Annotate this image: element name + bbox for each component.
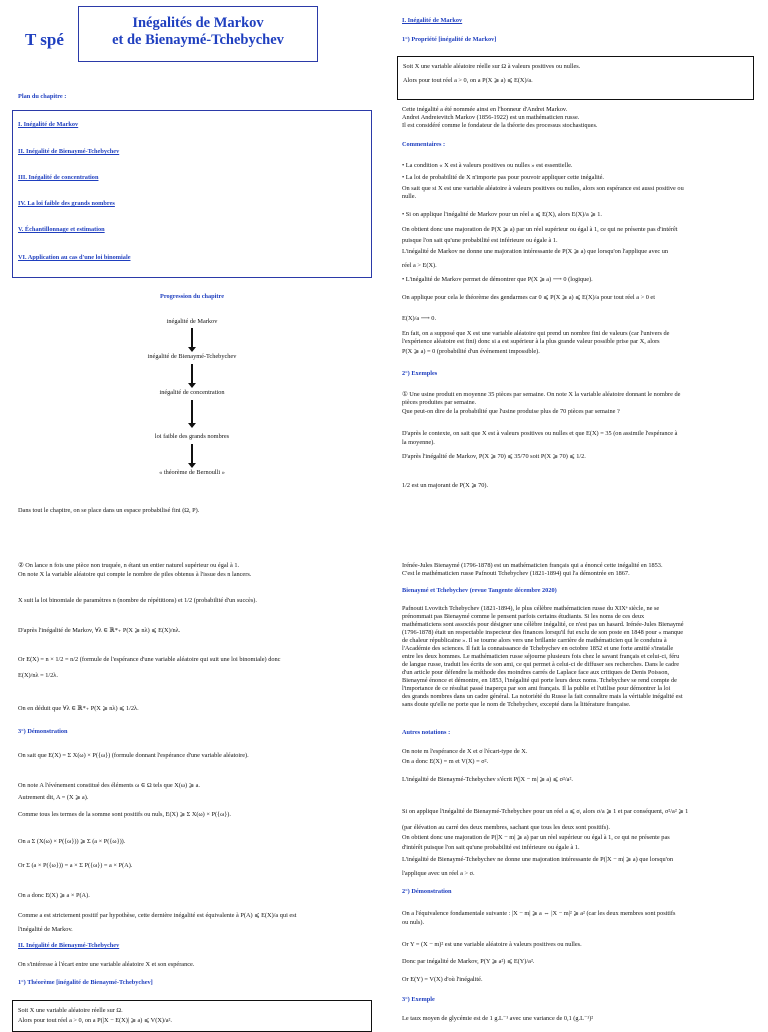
- notation-line: (par élévation au carré des deux membres, sachant que tous les deux sont positifs).: [402, 824, 610, 831]
- example-line: D'après l'inégalité de Markov, P(X ⩾ 70) ⩽ 35/70 soit P(X ⩾ 70) ⩽ 1/2.: [402, 453, 586, 460]
- comment-line: nulle.: [402, 193, 417, 200]
- comment-line: réel a > E(X).: [402, 262, 437, 269]
- bio-line: mathématiciens sont associés pour désigner une célèbre inégalité, ce n'est pas un hasard. Irénée-Jules Bienaymé: [402, 621, 684, 628]
- notation-line: d'intérêt puisque l'on sait qu'une probabilité est inférieure ou égale à 1.: [402, 844, 580, 851]
- demo-line: ou nuls).: [402, 919, 425, 926]
- plan-box: [12, 110, 372, 278]
- comment-line: • La loi de probabilité de X n'importe pas pour pouvoir appliquer cette inégalité.: [402, 174, 604, 181]
- progression-step-loi-faible: loi faible des grands nombres: [154, 433, 230, 440]
- lb-line: On note A l'événement constitué des éléments ω ∈ Ω tels que X(ω) ⩾ a.: [18, 782, 200, 789]
- progression-step-bernoulli: « théorème de Bernoulli »: [159, 469, 225, 476]
- bio-line: (1796-1878) était un respectable inspecteur des finances lorsqu'il fut exclu de son poste en 1848 pour « manque: [402, 629, 684, 636]
- comment-line: On applique pour cela le théorème des gendarmes car 0 ⩽ P(X ⩾ a) ⩽ E(X)/a pour tout réel a > 0 et: [402, 294, 655, 301]
- bio-line: sans doute qu'elle ne porte que le nom de Tchebychev, excepté dans la littérature française.: [402, 701, 631, 708]
- comment-line: P(X ⩾ a) = 0 (probabilité d'un événement impossible).: [402, 348, 540, 355]
- progression-arrow-2: [191, 364, 193, 384]
- example-line: ① Une usine produit en moyenne 35 pièces par semaine. On note X la variable aléatoire donnant le nombre de: [402, 391, 681, 398]
- example-bt-title: 3°) Exemple: [402, 996, 435, 1003]
- examples-title: 2°) Exemples: [402, 370, 438, 377]
- example-line: pièces produites par semaine.: [402, 399, 477, 406]
- demo-line: Or Y = (X − m)² est une variable aléatoire à valeurs positives ou nulles.: [402, 941, 582, 948]
- demo-markov-title: 3°) Démonstration: [18, 728, 68, 735]
- bio-title: Bienaymé et Tchebychev (revue Tangente décembre 2020): [402, 587, 557, 594]
- comment-line: En fait, on a supposé que X est une variable aléatoire qui prend un nombre fini de valeurs (car l'univers de: [402, 330, 670, 337]
- demo-line: Or E(Y) = V(X) d'où l'inégalité.: [402, 976, 483, 983]
- plan-item-bienayme[interactable]: II. Inégalité de Bienaymé-Tchebychev: [18, 148, 120, 155]
- bio-line: Bienaymé énonce et démontre, en 1853, l'inégalité qui porte leurs deux noms. Tchebychev se rend compte de: [402, 677, 677, 684]
- lb-line: Autrement dit, A = (X ⩾ a).: [18, 794, 89, 801]
- notation-line: On obtient donc une majoration de P(|X − m| ⩾ a) par un réel supérieur ou égal à 1, ce qui ne présente pas: [402, 834, 670, 841]
- example-line: 1/2 est un majorant de P(X ⩾ 70).: [402, 482, 489, 489]
- lb-line: Or E(X) = n × 1/2 = n/2 (formule de l'espérance d'une variable aléatoire qui suit une loi binomiale) donc: [18, 656, 281, 663]
- lb-line: On note X la variable aléatoire qui compte le nombre de piles obtenus à l'issue des n lancers.: [18, 571, 252, 578]
- comment-line: l'expérience aléatoire est fini) donc si a est supérieur à la plus grande valeur possible prise par X, alors: [402, 338, 660, 345]
- intro-note: Dans tout le chapitre, on se place dans un espace probabilisé fini (Ω, P).: [18, 507, 200, 514]
- rb-intro-1: Irénée-Jules Bienaymé (1796-1878) est un mathématicien français qui a énoncé cette inégalité en 1853.: [402, 562, 663, 569]
- notation-line: Si on applique l'inégalité de Bienaymé-Tchebychev pour un réel a ⩽ σ, alors σ/a ⩾ 1 et par conséquent, σ²/a² ⩾ 1: [402, 808, 689, 815]
- example-line: la moyenne).: [402, 439, 435, 446]
- progression-arrow-3: [191, 400, 193, 424]
- lb-line: On a donc E(X) ⩾ a × P(A).: [18, 892, 90, 899]
- example-bt-line: Le taux moyen de glycémie est de 1 g.L⁻¹ avec une variance de 0,1 (g.L⁻¹)²: [402, 1015, 594, 1022]
- notation-line: L'inégalité de Bienaymé-Tchebychev s'écrit P(|X − m| ⩾ a) ⩽ σ²/a².: [402, 776, 573, 783]
- comment-line: On obtient donc une majoration de P(X ⩾ a) par un réel supérieur ou égal à 1, ce qui ne présente pas d'intérêt: [402, 226, 678, 233]
- progression-step-markov: inégalité de Markov: [166, 318, 218, 325]
- plan-item-echantillonnage[interactable]: V. Échantillonnage et estimation: [18, 226, 105, 233]
- progression-step-bienayme: inégalité de Bienaymé-Tchebychev: [147, 353, 237, 360]
- lb-line: D'après l'inégalité de Markov, ∀λ ∈ ℝ*₊ P(X ⩾ nλ) ⩽ E(X)/nλ.: [18, 627, 181, 634]
- lb-line: Comme tous les termes de la somme sont positifs ou nuls, E(X) ⩾ Σ X(ω) × P({ω}).: [18, 811, 231, 818]
- example-line: Que peut-on dire de la probabilité que l'usine produise plus de 70 pièces par semaine ?: [402, 408, 620, 415]
- notation-line: l'applique avec un réel a > σ.: [402, 870, 475, 877]
- lb-line: X suit la loi binomiale de paramètres n (nombre de répétitions) et 1/2 (probabilité d'un succès).: [18, 597, 257, 604]
- plan-item-markov[interactable]: I. Inégalité de Markov: [18, 121, 79, 128]
- lb-line: Or Σ (a × P({ω})) = a × Σ P({ω}) = a × P(A).: [18, 862, 133, 869]
- bio-line: d'un article pour défendre la méthode des moindres carrés de Laplace face aux critiques de Denis Poisson,: [402, 669, 670, 676]
- bio-line: l'importance de ce résultat passé inaperçu par son ami français. Il la publie et l'utilise pour démontrer la loi: [402, 685, 671, 692]
- comment-line: • La condition « X est à valeurs positives ou nulles » est essentielle.: [402, 162, 573, 169]
- bio-line: l'Académie des sciences. Il fait la connaissance de Tchebychev en octobre 1852 et une forte amitié s'installe: [402, 645, 674, 652]
- bio-line: Pafnouti Lvovitch Tchebychev (1821-1894), le plus célèbre mathématicien russe du XIXᵉ siècle, ne se: [402, 605, 660, 612]
- theorem-line2: Alors pour tout réel a > 0, on a P(|X − E(X)| ⩾ a) ⩽ V(X)/a².: [18, 1017, 172, 1024]
- notations-title: Autres notations :: [402, 729, 451, 736]
- comments-title: Commentaires :: [402, 141, 446, 148]
- progression-step-concentration: inégalité de concentration: [159, 389, 225, 396]
- demo-line: Donc par inégalité de Markov, P(Y ⩾ a²) ⩽ E(Y)/a².: [402, 958, 535, 965]
- markov-prop-line1: Soit X une variable aléatoire réelle sur Ω à valeurs positives ou nulles.: [403, 63, 581, 70]
- comment-line: E(X)/a ⟶ 0.: [402, 315, 437, 322]
- bio-line: des grands nombres dans un cadre général. La notoriété du Russe la fait connaître mais la véritable inégalité est: [402, 693, 683, 700]
- plan-item-concentration[interactable]: III. Inégalité de concentration: [18, 174, 99, 181]
- theorem-box: [12, 1000, 372, 1032]
- lb-line: l'inégalité de Markov.: [18, 926, 73, 933]
- level-label: T spé: [25, 30, 64, 49]
- title-box: [78, 6, 318, 62]
- progression-arrow-1: [191, 328, 193, 348]
- example-line: D'après le contexte, on sait que X est à valeurs positives ou nulles et que E(X) = 35 (on assimile l'espérance à: [402, 430, 678, 437]
- progression-title: Progression du chapitre: [159, 293, 225, 300]
- comment-line: L'inégalité de Markov ne donne une majoration intéressante de P(X ⩾ a) que lorsqu'on l'applique avec un: [402, 248, 669, 255]
- markov-history-3: Il est considéré comme le fondateur de la théorie des processus stochastiques.: [402, 122, 598, 129]
- notation-line: L'inégalité de Bienaymé-Tchebychev ne donne une majoration intéressante de P(|X − m| ⩾ a) que lorsqu'on: [402, 856, 674, 863]
- bio-line: de langue russe, traduit les écrits de son ami, ce qui permet à celui-ci de diffuser ses recherches. Dans le cadre: [402, 661, 680, 668]
- progression-arrow-4: [191, 444, 193, 464]
- comment-line: On sait que si X est une variable aléatoire à valeurs positives ou nulles, alors son espérance est aussi positive ou: [402, 185, 684, 192]
- lb-line: On a Σ (X(ω) × P({ω})) ⩾ Σ (a × P({ω})).: [18, 838, 126, 845]
- theorem-title: 1°) Théorème [inégalité de Bienaymé-Tchebychev]: [18, 979, 153, 986]
- markov-history-2: Andrei Andreievitch Markov (1856-1922) est un mathématicien russe.: [402, 114, 580, 121]
- lb-line: On en déduit que ∀λ ∈ ℝ*₊ P(X ⩾ nλ) ⩽ 1/2λ.: [18, 705, 139, 712]
- bio-line: entre les deux hommes. Le mathématicien russe séjourne plusieurs fois chez le savant français et celui-ci, féru: [402, 653, 680, 660]
- rb-intro-2: C'est le mathématicien russe Pafnouti Tchebychev (1821-1894) qui l'a démontrée en 1867.: [402, 570, 630, 577]
- markov-prop-box: [397, 56, 754, 100]
- demo-line: On a l'équivalence fondamentale suivante : |X − m| ⩾ a ⇔ |X − m|² ⩾ a² (car les deux membres sont positifs: [402, 910, 676, 917]
- lb-line: On sait que E(X) = Σ X(ω) × P({ω}) (formule donnant l'espérance d'une variable aléatoire).: [18, 752, 249, 759]
- notation-line: On a donc E(X) = m et V(X) = σ².: [402, 758, 489, 765]
- comment-line: • Si on applique l'inégalité de Markov pour un réel a ⩽ E(X), alors E(X)/a ⩾ 1.: [402, 211, 602, 218]
- lb-line: Comme a est strictement positif par hypothèse, cette dernière inégalité est équivalente à P(A) ⩽ E(X)/a qui est: [18, 912, 297, 919]
- markov-prop-line2: Alors pour tout réel a > 0, on a P(X ⩾ a) ⩽ E(X)/a.: [403, 77, 533, 84]
- lb-line: E(X)/nλ = 1/2λ.: [18, 672, 58, 679]
- markov-history-1: Cette inégalité a été nommée ainsi en l'honneur d'Andrei Markov.: [402, 106, 568, 113]
- plan-item-binomiale[interactable]: VI. Application au cas d'une loi binomiale: [18, 254, 131, 261]
- section-markov-title: I. Inégalité de Markov: [402, 17, 463, 24]
- lb-line: ② On lance n fois une pièce non truquée, n étant un entier naturel supérieur ou égal à 1.: [18, 562, 240, 569]
- plan-title: Plan du chapitre :: [18, 93, 67, 100]
- bio-line: de chaleur républicaine ». Il se tourne alors vers une brillante carrière de mathématicien qui le conduira à: [402, 637, 667, 644]
- plan-item-loi-faible[interactable]: IV. La loi faible des grands nombres: [18, 200, 115, 207]
- theorem-line1: Soit X une variable aléatoire réelle sur Ω.: [18, 1007, 123, 1014]
- bio-line: prénommait pas Bienaymé comme le pensent parfois certains étudiants. Si les noms de ces deux: [402, 613, 645, 620]
- page-title-line2: et de Bienaymé-Tchebychev: [112, 32, 284, 48]
- markov-prop-title: 1°) Propriété [inégalité de Markov]: [402, 36, 497, 43]
- page-title-line1: Inégalités de Markov: [132, 15, 264, 31]
- notation-line: On note m l'espérance de X et σ l'écart-type de X.: [402, 748, 528, 755]
- section-bienayme-title: II. Inégalité de Bienaymé-Tchebychev: [18, 942, 120, 949]
- demo-bt-title: 2°) Démonstration: [402, 888, 452, 895]
- comment-line: puisque l'on sait qu'une probabilité est inférieure ou égale à 1.: [402, 237, 558, 244]
- comment-line: • L'inégalité de Markov permet de démontrer que P(X ⩾ a) ⟶ 0 (logique).: [402, 276, 593, 283]
- section-bienayme-intro: On s'intéresse à l'écart entre une variable aléatoire X et son espérance.: [18, 961, 195, 968]
